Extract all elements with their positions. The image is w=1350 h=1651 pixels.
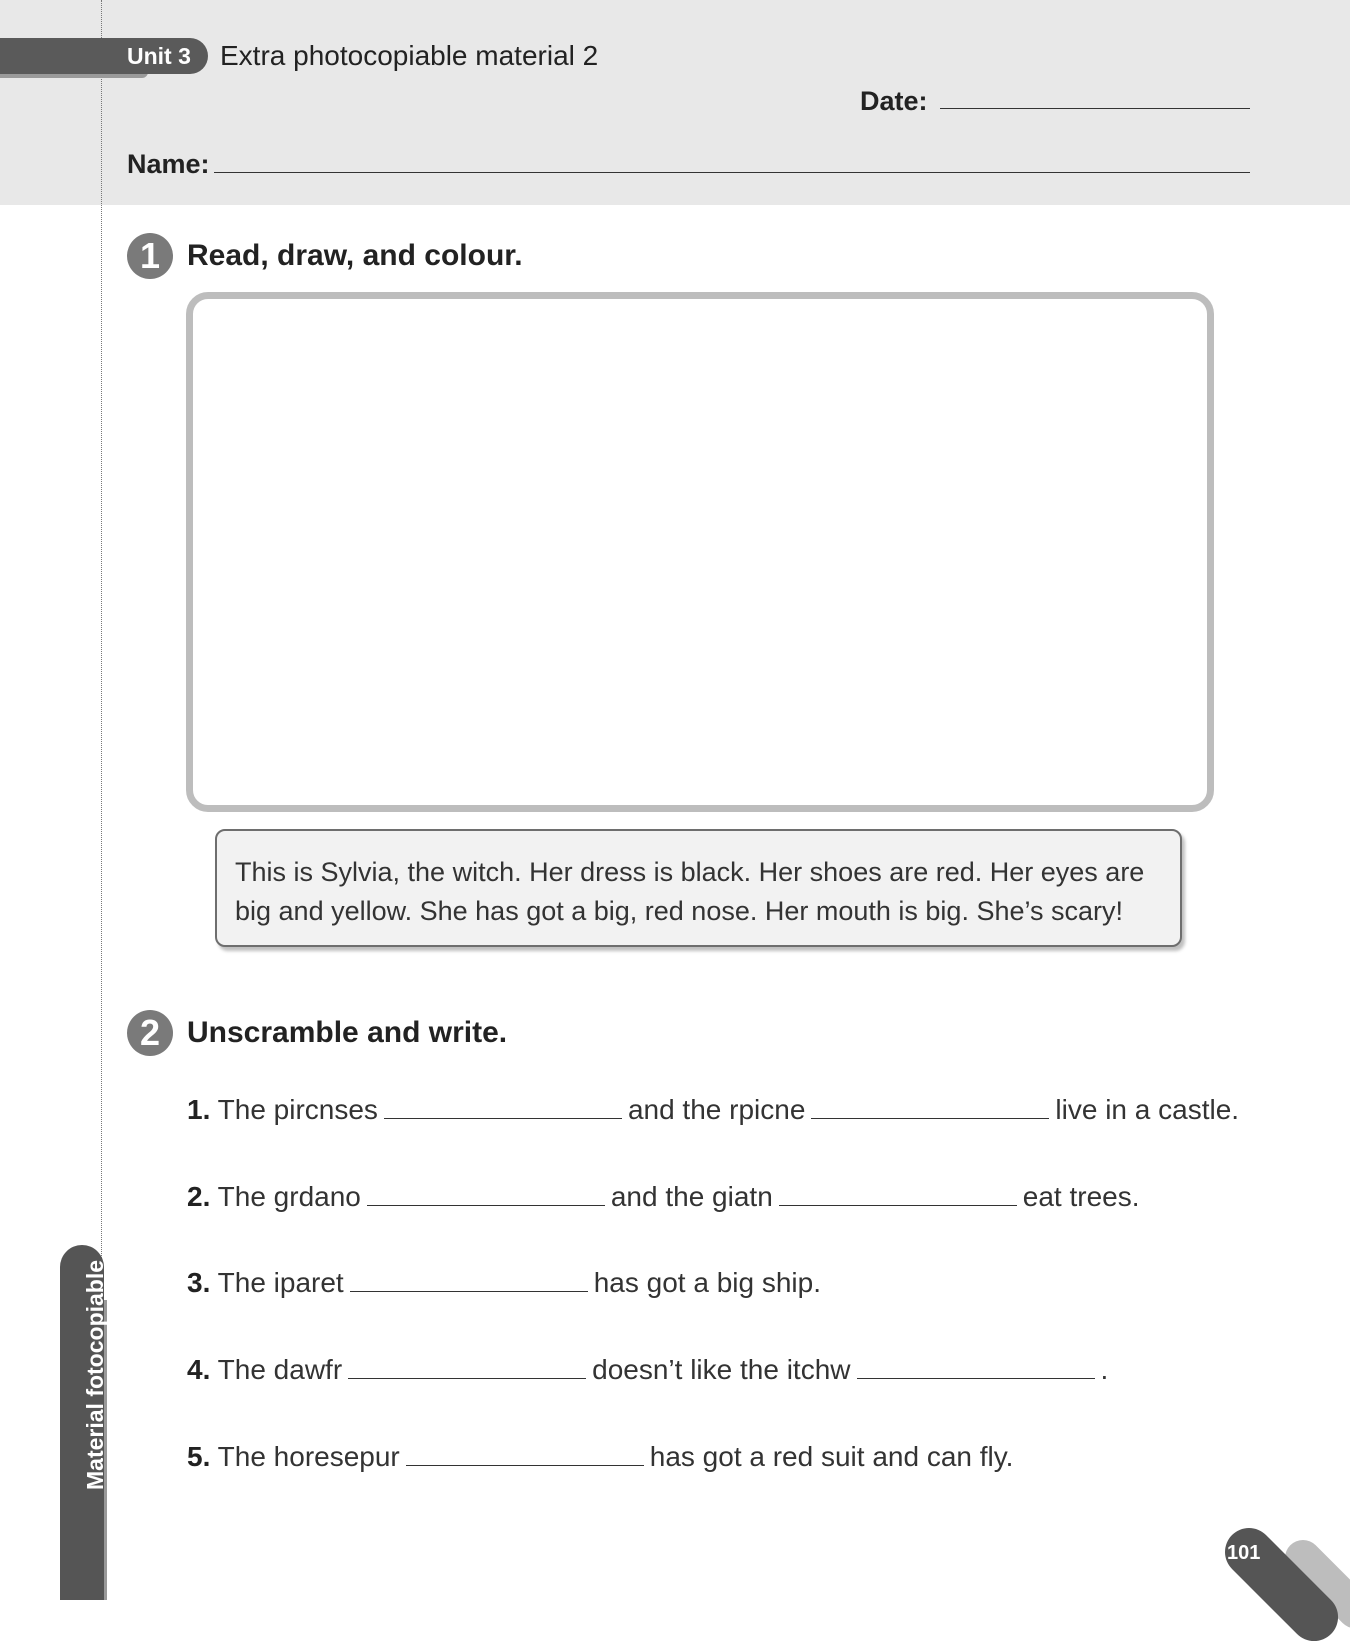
unit-label: Unit 3 (127, 43, 191, 69)
exercise-item-4 (187, 1350, 1108, 1390)
item-text: The horesepur (217, 1441, 400, 1472)
exercise-item-1 (187, 1090, 1239, 1130)
item-text: doesn’t like the itchw (592, 1354, 851, 1385)
item-text: The pircnses (217, 1094, 378, 1125)
answer-blank[interactable] (348, 1352, 586, 1379)
item-text: The grdano (217, 1181, 361, 1212)
answer-blank[interactable] (857, 1352, 1095, 1379)
exercise-1-number: 1 (127, 233, 173, 279)
date-field[interactable] (940, 108, 1250, 109)
exercise-item-2 (187, 1177, 1140, 1217)
exercise-2-title: Unscramble and write. (187, 1016, 508, 1049)
answer-blank[interactable] (350, 1265, 588, 1292)
exercise-item-3 (187, 1263, 821, 1303)
name-field[interactable] (214, 172, 1250, 173)
item-number: 2. (187, 1181, 211, 1212)
item-text: has got a big ship. (593, 1267, 821, 1298)
answer-blank[interactable] (779, 1179, 1017, 1206)
item-number: 5. (187, 1441, 211, 1472)
item-number: 3. (187, 1267, 211, 1298)
item-number: 1. (187, 1094, 211, 1125)
answer-blank[interactable] (367, 1179, 605, 1206)
page-title: Extra photocopiable material 2 (220, 40, 599, 71)
item-text: has got a red suit and can fly. (649, 1441, 1014, 1472)
exercise-1-title: Read, draw, and colour. (187, 239, 523, 272)
page-number: 101 (1227, 1542, 1261, 1564)
side-tab-label: Material fotocopiable (82, 1259, 108, 1490)
item-text: The dawfr (217, 1354, 343, 1385)
item-text: eat trees. (1022, 1181, 1140, 1212)
item-text: . (1100, 1354, 1109, 1385)
item-number: 4. (187, 1354, 211, 1385)
drawing-area[interactable] (186, 292, 1214, 812)
item-text: and the rpicne (627, 1094, 806, 1125)
answer-blank[interactable] (406, 1439, 644, 1466)
exercise-2-number: 2 (127, 1010, 173, 1056)
description-box: This is Sylvia, the witch. Her dress is black. Her shoes are red. Her eyes are big and yellow. She has got a big, red nose. Her mouth is big. She’s scary! (215, 829, 1182, 947)
item-text: and the giatn (610, 1181, 773, 1212)
answer-blank[interactable] (811, 1092, 1049, 1119)
date-label: Date: (860, 86, 928, 116)
answer-blank[interactable] (384, 1092, 622, 1119)
item-text: live in a castle. (1055, 1094, 1240, 1125)
item-text: The iparet (217, 1267, 344, 1298)
exercise-item-5 (187, 1437, 1013, 1477)
name-label: Name: (127, 149, 210, 179)
